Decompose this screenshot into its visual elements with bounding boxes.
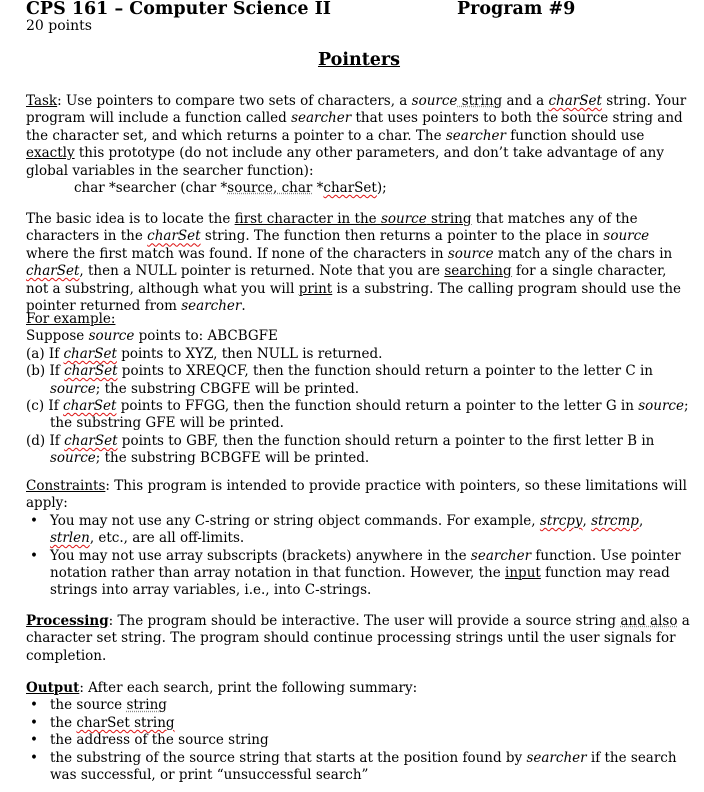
prototype-code: char *searcher (char *source, char *charSet); — [74, 180, 387, 197]
output-section — [26, 680, 690, 784]
task-section — [26, 93, 690, 197]
list-item: • You may not use any C-string or string object commands. For example, strcpy, strcmp, strlen, etc., are all off-limits. — [26, 513, 690, 548]
example-c: (c) If charSet points to FFGG, then the function should return a pointer to the letter G in source; the substring GFE will be printed. — [26, 398, 689, 432]
output-label: Output — [26, 680, 80, 696]
list-item: • You may not use array subscripts (brackets) anywhere in the searcher function. Use pointer notation rather than array notation in that function. However, the input function may read strings into array variables, i.e., into C-strings. — [26, 548, 690, 600]
course-title: CPS 161 – Computer Science II — [26, 0, 331, 19]
output-list — [26, 697, 690, 784]
list-item: • the address of the source string — [26, 732, 690, 749]
list-item: • the charSet string — [26, 715, 690, 732]
list-item: • the substring of the source string that starts at the position found by searcher if the search was successful, or print “unsuccessful search” — [26, 750, 690, 785]
example-b: (b) If charSet points to XREQCF, then the function should return a pointer to the letter C in source; the substring CBGFE will be printed. — [26, 363, 653, 397]
example-a: (a) If charSet points to XYZ, then NULL is returned. — [26, 345, 383, 362]
basic-idea-section — [26, 211, 690, 315]
processing-label: Processing — [26, 613, 109, 629]
example-heading: For example: — [26, 311, 116, 327]
processing-paragraph: Processing: The program should be interactive. The user will provide a source string and also a character set string. The program should continue processing strings until the user signals for completion. — [26, 613, 690, 664]
output-intro: Output: After each search, print the following summary: — [26, 680, 418, 696]
constraints-label: Constraints — [26, 478, 106, 494]
constraints-intro: Constraints: This program is intended to provide practice with pointers, so these limitations will apply: — [26, 478, 687, 512]
processing-section — [26, 613, 690, 665]
task-paragraph: Task: Use pointers to compare two sets of characters, a source string and a charSet string. Your program will include a function called searcher that uses pointers to both the source string and the character set, and which returns a pointer to a char. The searcher function should use exactly this prototype (do not include any other parameters, and don’t take advantage of any global variables in the searcher function): — [26, 93, 687, 179]
constraints-list — [26, 513, 690, 600]
example-section — [26, 311, 690, 468]
example-suppose: Suppose source points to: ABCBGFE — [26, 328, 278, 345]
page-title: Pointers — [317, 50, 401, 70]
basic-idea-paragraph: The basic idea is to locate the first character in the source string that matches any of the characters in the charSet string. The function then returns a pointer to the place in source where the first match was found. If none of the characters in source match any of the chars in charSet, then a NULL pointer is returned. Note that you are searching for a single character, not a substring, although what you will print is a substring. The calling program should use the pointer returned from searcher. — [26, 211, 682, 315]
constraints-section — [26, 478, 690, 600]
example-d: (d) If charSet points to GBF, then the function should return a pointer to the first letter B in source; the substring BCBGFE will be printed. — [26, 432, 655, 467]
list-item: • the source string — [26, 697, 690, 714]
program-number: Program #9 — [457, 0, 576, 19]
points-value: 20 points — [26, 18, 92, 34]
task-label: Task — [26, 93, 58, 109]
